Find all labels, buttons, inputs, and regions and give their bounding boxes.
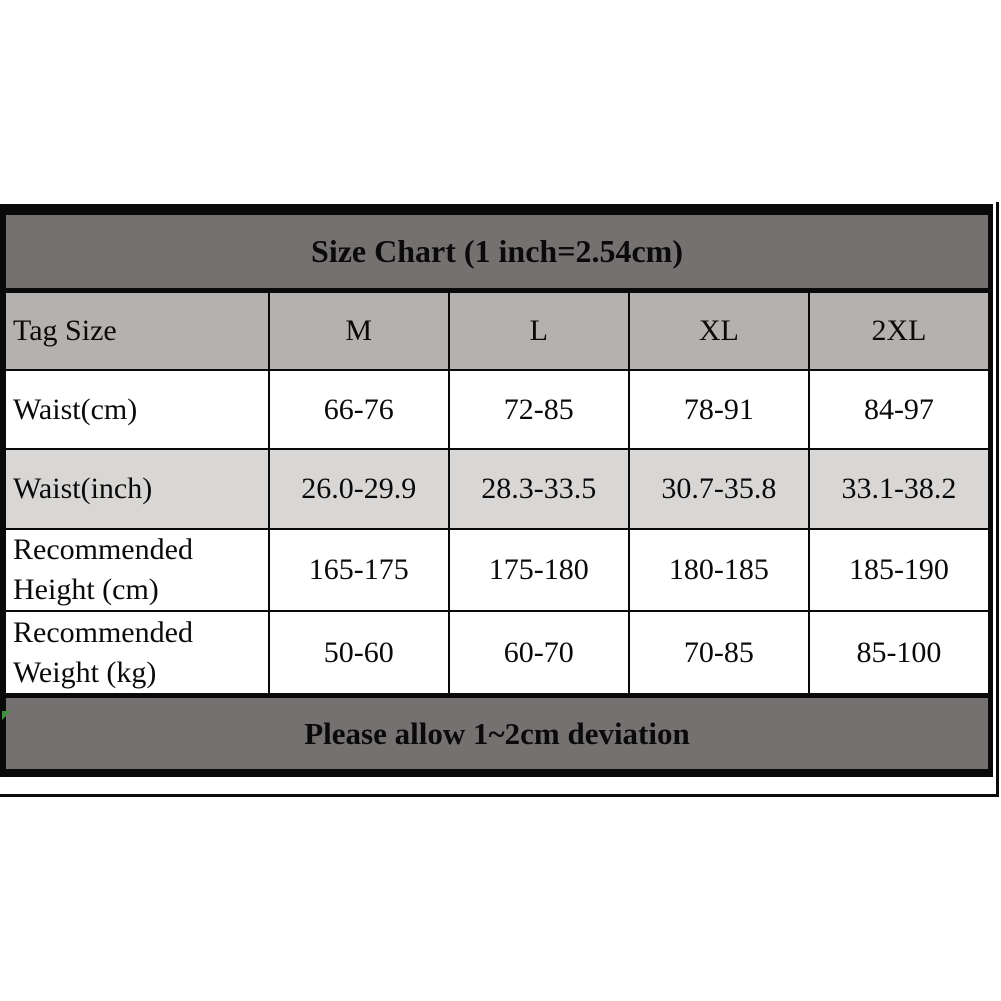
cell-waist-inch-m: 26.0-29.9 <box>269 449 449 529</box>
column-header-xl: XL <box>629 290 809 370</box>
cell-height-2xl: 185-190 <box>809 529 989 611</box>
cell-waist-inch-l: 28.3-33.5 <box>449 449 629 529</box>
size-chart-table <box>0 204 993 777</box>
cell-waist-inch-xl: 30.7-35.8 <box>629 449 809 529</box>
table-title: Size Chart (1 inch=2.54cm) <box>5 214 989 290</box>
cell-waist-cm-2xl: 84-97 <box>809 370 989 449</box>
footer-row <box>5 696 989 770</box>
size-chart-grid <box>4 213 990 771</box>
cell-weight-m: 50-60 <box>269 611 449 696</box>
column-header-l: L <box>449 290 629 370</box>
table-row-recommended-height <box>5 529 989 611</box>
cell-height-m: 165-175 <box>269 529 449 611</box>
row-label-recommended-weight: Recommended Weight (kg) <box>5 611 269 696</box>
deviation-note: Please allow 1~2cm deviation <box>5 696 989 770</box>
cell-height-l: 175-180 <box>449 529 629 611</box>
title-row <box>5 214 989 290</box>
outer-border-line-bottom <box>0 794 999 797</box>
cell-waist-cm-m: 66-76 <box>269 370 449 449</box>
cell-weight-xl: 70-85 <box>629 611 809 696</box>
column-header-2xl: 2XL <box>809 290 989 370</box>
column-header-row <box>5 290 989 370</box>
column-header-m: M <box>269 290 449 370</box>
cell-waist-cm-l: 72-85 <box>449 370 629 449</box>
cell-height-xl: 180-185 <box>629 529 809 611</box>
table-row-waist-inch <box>5 449 989 529</box>
cell-weight-l: 60-70 <box>449 611 629 696</box>
cell-weight-2xl: 85-100 <box>809 611 989 696</box>
row-label-waist-inch: Waist(inch) <box>5 449 269 529</box>
row-label-recommended-height: Recommended Height (cm) <box>5 529 269 611</box>
cell-waist-inch-2xl: 33.1-38.2 <box>809 449 989 529</box>
row-label-waist-cm: Waist(cm) <box>5 370 269 449</box>
outer-border-line-right <box>996 202 999 797</box>
cell-waist-cm-xl: 78-91 <box>629 370 809 449</box>
table-row-waist-cm <box>5 370 989 449</box>
table-row-recommended-weight <box>5 611 989 696</box>
column-header-tag-size: Tag Size <box>5 290 269 370</box>
